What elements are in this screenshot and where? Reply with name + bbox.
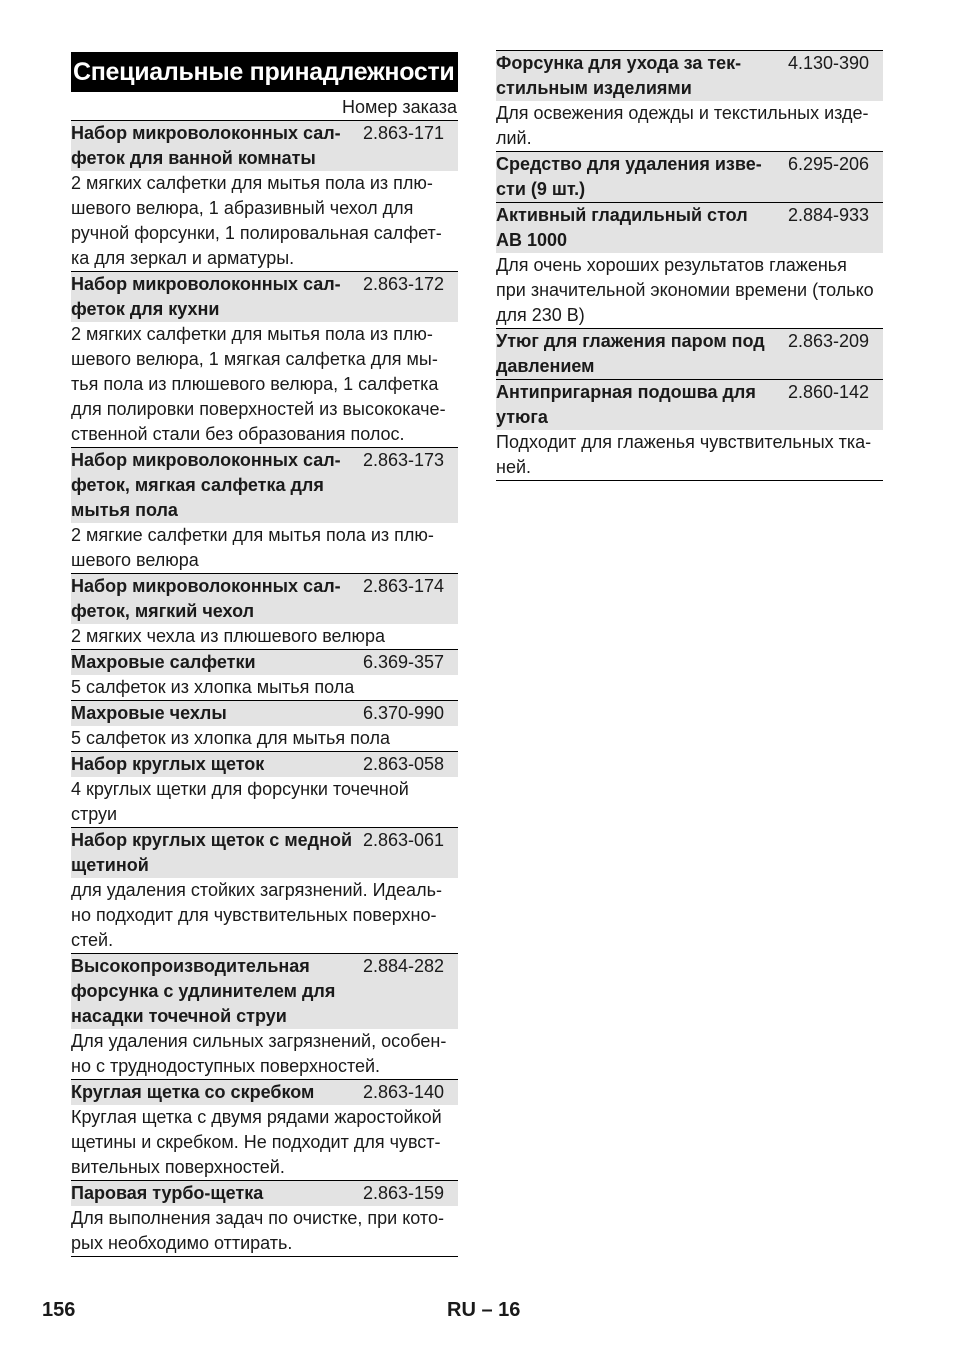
accessory-description xyxy=(71,1206,458,1256)
description-line: вительных поверхностей. xyxy=(71,1157,285,1177)
order-number: 6.370-990 xyxy=(363,703,445,723)
right-column xyxy=(496,50,883,481)
order-number: 2.884-282 xyxy=(363,956,445,976)
accessory-item xyxy=(496,50,883,151)
accessory-item-header xyxy=(71,828,458,878)
accessory-name-line: Набор круглых щеток xyxy=(71,754,265,774)
accessory-name-line: Антипригарная подошва для xyxy=(496,382,756,402)
accessory-name xyxy=(71,1181,363,1206)
accessory-name xyxy=(71,701,363,726)
description-line: 5 салфеток из хлопка мытья пола xyxy=(71,677,355,697)
description-line: 2 мягких салфетки для мытья пола из плю- xyxy=(71,173,433,193)
accessory-name-line: насадки точечной струи xyxy=(71,1006,287,1026)
accessory-description xyxy=(496,253,883,328)
order-number: 6.369-357 xyxy=(363,652,445,672)
accessory-item xyxy=(71,120,458,271)
accessory-name xyxy=(71,954,363,1029)
accessory-description xyxy=(71,624,458,649)
accessory-name-line: утюга xyxy=(496,407,548,427)
order-number-header: Номер заказа xyxy=(341,97,457,117)
accessory-item xyxy=(496,328,883,379)
description-line: стей. xyxy=(71,930,114,950)
page-number: 156 xyxy=(42,1299,76,1321)
accessory-item-header xyxy=(496,203,883,253)
order-number: 2.860-142 xyxy=(788,382,870,402)
accessory-item-header xyxy=(496,51,883,101)
description-line: шевого велюра, 1 мягкая салфетка для мы- xyxy=(71,349,438,369)
order-number: 2.863-159 xyxy=(363,1183,445,1203)
description-line: для 230 В) xyxy=(496,305,585,325)
accessory-item xyxy=(71,1180,458,1257)
accessory-name-line: феток для кухни xyxy=(71,299,220,319)
description-line: Для удаления сильных загрязнений, особен- xyxy=(71,1031,447,1051)
accessory-item-header xyxy=(71,121,458,171)
accessory-item xyxy=(71,751,458,827)
accessory-description xyxy=(71,878,458,953)
accessory-name xyxy=(496,380,788,430)
description-line: 2 мягких салфетки для мытья пола из плю- xyxy=(71,324,433,344)
description-line: но подходит для чувствительных поверхно- xyxy=(71,905,437,925)
accessory-description xyxy=(71,322,458,447)
description-line: при значительной экономии времени (только xyxy=(496,280,874,300)
accessory-item xyxy=(71,953,458,1079)
description-line: рых необходимо оттирать. xyxy=(71,1233,293,1253)
accessory-name-line: Набор микроволоконных сал- xyxy=(71,450,341,470)
description-line: Для освежения одежды и текстильных изде- xyxy=(496,103,869,123)
accessory-item-header xyxy=(71,448,458,523)
description-line: щетины и скребком. Не подходит для чувст- xyxy=(71,1132,441,1152)
accessory-item xyxy=(71,700,458,751)
accessory-name-line: мытья пола xyxy=(71,500,178,520)
accessory-name-line: Набор микроволоконных сал- xyxy=(71,576,341,596)
accessory-item-header xyxy=(71,701,458,726)
description-line: Для очень хороших результатов глаженья xyxy=(496,255,847,275)
description-line: 5 салфеток из хлопка для мытья пола xyxy=(71,728,391,748)
accessory-description xyxy=(71,523,458,573)
accessory-item-header xyxy=(496,380,883,430)
order-number: 2.863-061 xyxy=(363,830,445,850)
accessory-description xyxy=(71,1105,458,1180)
description-line: ственной стали без образования полос. xyxy=(71,424,405,444)
page-title: Специальные принадлежности xyxy=(71,52,458,92)
description-line: шевого велюра xyxy=(71,550,199,570)
accessory-name-line: Набор микроволоконных сал- xyxy=(71,274,341,294)
accessory-name xyxy=(71,121,363,171)
accessory-description xyxy=(71,1029,458,1079)
accessory-name-line: AB 1000 xyxy=(496,230,568,250)
order-number: 2.863-173 xyxy=(363,450,445,470)
accessory-item xyxy=(496,151,883,202)
accessory-name xyxy=(71,272,363,322)
accessory-list-right xyxy=(496,50,883,481)
order-number: 2.863-140 xyxy=(363,1082,445,1102)
accessory-item-header xyxy=(71,1080,458,1105)
accessory-description xyxy=(71,675,458,700)
left-column xyxy=(71,52,458,1257)
accessory-name-line: сти (9 шт.) xyxy=(496,179,586,199)
accessory-name-line: Утюг для глажения паром под xyxy=(496,331,765,351)
accessory-name-line: Махровые салфетки xyxy=(71,652,256,672)
accessory-name-line: Паровая турбо-щетка xyxy=(71,1183,264,1203)
accessory-name xyxy=(496,51,788,101)
accessory-name xyxy=(71,828,363,878)
description-line: Круглая щетка с двумя рядами жаростойкой xyxy=(71,1107,442,1127)
accessory-name xyxy=(71,574,363,624)
accessory-item xyxy=(71,447,458,573)
accessory-name xyxy=(496,152,788,202)
description-line: струи xyxy=(71,804,118,824)
accessory-name-line: давлением xyxy=(496,356,595,376)
description-line: для полировки поверхностей из высококаче- xyxy=(71,399,446,419)
accessory-item xyxy=(71,1079,458,1180)
description-line: лий. xyxy=(496,128,532,148)
accessory-description xyxy=(496,101,883,151)
accessory-name-line: Набор круглых щеток с медной xyxy=(71,830,353,850)
order-number: 4.130-390 xyxy=(788,53,870,73)
accessory-name-line: феток, мягкий чехол xyxy=(71,601,255,621)
accessory-name-line: щетиной xyxy=(71,855,149,875)
description-line: шевого велюра, 1 абразивный чехол для xyxy=(71,198,414,218)
description-line: ка для зеркал и арматуры. xyxy=(71,248,295,268)
accessory-name-line: Круглая щетка со скребком xyxy=(71,1082,315,1102)
description-line: 2 мягкие салфетки для мытья пола из плю- xyxy=(71,525,434,545)
order-number: 2.863-209 xyxy=(788,331,870,351)
accessory-item-header xyxy=(71,272,458,322)
accessory-description xyxy=(71,171,458,271)
accessory-item-header xyxy=(71,574,458,624)
description-line: тья пола из плюшевого велюра, 1 салфетка xyxy=(71,374,439,394)
accessory-name-line: Набор микроволоконных сал- xyxy=(71,123,341,143)
accessory-name-line: Активный гладильный стол xyxy=(496,205,748,225)
accessory-name-line: стильным изделиями xyxy=(496,78,692,98)
description-line: 4 круглых щетки для форсунки точечной xyxy=(71,779,409,799)
order-number: 6.295-206 xyxy=(788,154,870,174)
accessory-name-line: Средство для удаления изве- xyxy=(496,154,762,174)
accessory-name-line: феток для ванной комнаты xyxy=(71,148,316,168)
description-line: Для выполнения задач по очистке, при кото- xyxy=(71,1208,444,1228)
description-line: но с труднодоступных поверхностей. xyxy=(71,1056,381,1076)
accessory-name xyxy=(71,1080,363,1105)
accessory-item-header xyxy=(71,1181,458,1206)
accessory-item xyxy=(71,573,458,649)
accessory-item-header xyxy=(496,152,883,202)
accessory-item-header xyxy=(71,752,458,777)
accessory-name-line: форсунка с удлинителем для xyxy=(71,981,336,1001)
accessory-name xyxy=(496,329,788,379)
accessory-description xyxy=(71,777,458,827)
description-line: 2 мягких чехла из плюшевого велюра xyxy=(71,626,385,646)
description-line: ней. xyxy=(496,457,532,477)
accessory-item xyxy=(71,271,458,447)
accessory-list-left xyxy=(71,120,458,1257)
description-line: для удаления стойких загрязнений. Идеаль- xyxy=(71,880,442,900)
accessory-description xyxy=(496,430,883,480)
page-reference: RU – 16 xyxy=(447,1299,521,1321)
accessory-item-header xyxy=(496,329,883,379)
accessory-name xyxy=(71,650,363,675)
accessory-item xyxy=(71,827,458,953)
accessory-item-header xyxy=(71,650,458,675)
accessory-name xyxy=(71,752,363,777)
order-number: 2.863-171 xyxy=(363,123,445,143)
order-number: 2.863-174 xyxy=(363,576,445,596)
accessory-item-header xyxy=(71,954,458,1029)
accessory-description xyxy=(71,726,458,751)
accessory-name-line: Форсунка для ухода за тек- xyxy=(496,53,742,73)
accessory-item xyxy=(496,202,883,328)
description-line: Подходит для глаженья чувствительных тка- xyxy=(496,432,872,452)
accessory-name-line: Махровые чехлы xyxy=(71,703,227,723)
accessory-name xyxy=(496,203,788,253)
accessory-name xyxy=(71,448,363,523)
order-number: 2.863-172 xyxy=(363,274,445,294)
order-number: 2.863-058 xyxy=(363,754,445,774)
accessory-name-line: Высокопроизводительная xyxy=(71,956,310,976)
order-number: 2.884-933 xyxy=(788,205,870,225)
description-line: ручной форсунки, 1 полировальная салфет- xyxy=(71,223,442,243)
accessory-name-line: феток, мягкая салфетка для xyxy=(71,475,324,495)
accessory-item xyxy=(496,379,883,481)
accessory-item xyxy=(71,649,458,700)
